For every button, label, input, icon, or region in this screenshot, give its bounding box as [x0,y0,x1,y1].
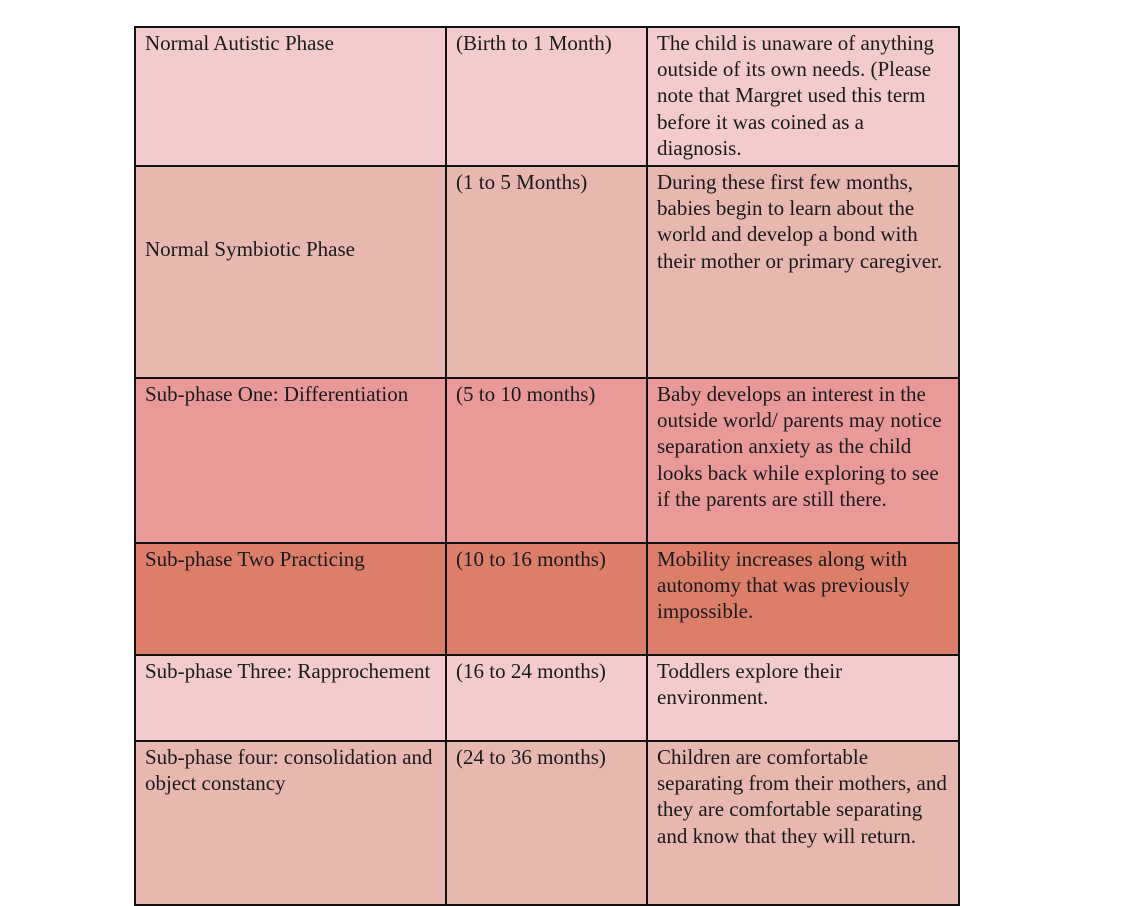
age-range-cell: (Birth to 1 Month) [446,27,647,166]
phase-name-cell: Sub-phase Two Practicing [135,543,446,655]
phase-name-cell: Sub-phase Three: Rapprochement [135,655,446,741]
table-row [135,166,959,378]
age-range-cell: (5 to 10 months) [446,378,647,543]
description-cell: Toddlers explore their environment. [647,655,959,741]
age-range-cell: (1 to 5 Months) [446,166,647,378]
description-cell: Children are comfortable separating from their mothers, and they are comfortable separating and know that they will return. [647,741,959,905]
age-range-cell: (10 to 16 months) [446,543,647,655]
table-row [135,27,959,166]
description-cell: Baby develops an interest in the outside world/ parents may notice separation anxiety as the child looks back while exploring to see if the parents are still there. [647,378,959,543]
age-range-cell: (16 to 24 months) [446,655,647,741]
table-row [135,378,959,543]
table-row [135,655,959,741]
phase-name-cell: Sub-phase four: consolidation and object constancy [135,741,446,905]
description-cell: Mobility increases along with autonomy that was previously impossible. [647,543,959,655]
phase-name-text: Normal Symbiotic Phase [145,236,355,261]
description-cell: During these first few months, babies begin to learn about the world and develop a bond with their mother or primary caregiver. [647,166,959,378]
developmental-phases-table [134,26,960,906]
table-row [135,741,959,905]
description-cell: The child is unaware of anything outside of its own needs. (Please note that Margret used this term before it was coined as a diagnosis. [647,27,959,166]
table-row [135,543,959,655]
phase-name-cell: Normal Autistic Phase [135,27,446,166]
phase-name-cell [135,166,446,378]
phase-name-cell: Sub-phase One: Differentiation [135,378,446,543]
age-range-cell: (24 to 36 months) [446,741,647,905]
